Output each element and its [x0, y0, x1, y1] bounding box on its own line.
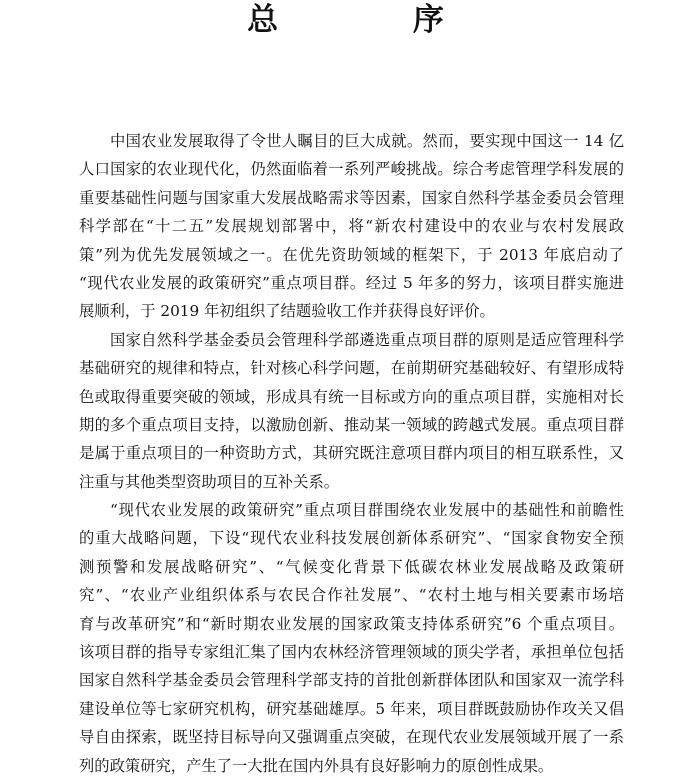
text-line: 中国农业发展取得了令世人瞩目的巨大成就。然而，要实现中国这一 14 亿: [110, 132, 624, 150]
text-line: 国家自然科学基金委员会管理科学部遴选重点项目群的原则是适应管理科学: [110, 330, 624, 349]
page-title: 总 序: [247, 2, 506, 38]
text-line: 展顺利，于 2019 年初组织了结题验收工作并获得良好评价。: [79, 302, 495, 321]
text-line: 国家自然科学基金委员会管理科学部支持的首批创新群体团队和国家双一流学科: [79, 671, 624, 690]
text-line: 期的多个重点项目支持，以激励创新、推动某一领域的跨越式发展。重点项目群: [79, 415, 624, 434]
text-line: 基础研究的规律和特点，针对核心科学问题，在前期研究基础较好、有望形成特: [79, 359, 624, 378]
text-line: 测预警和发展战略研究”、“气候变化背景下低碳农林业发展战略及政策研: [79, 557, 624, 576]
text-line: 是属于重点项目的一种资助方式，其研究既注意项目群内项目的相互联系性，又: [79, 444, 624, 463]
text-line: 导自由探索，既坚持目标导向又强调重点突破，在现代农业发展领域开展了一系: [79, 728, 624, 747]
text-line: 究”、“农业产业组织体系与农民合作社发展”、“农村土地与相关要素市场培: [79, 586, 624, 605]
text-line: 色或取得重要突破的领域，形成具有统一目标或方向的重点项目群，实施相对长: [79, 387, 624, 406]
text-line: 注重与其他类型资助项目的互补关系。: [79, 472, 340, 491]
text-line: “现代农业发展的政策研究”重点项目群。经过 5 年多的努力，该项目群实施进: [79, 273, 624, 292]
text-line: 该项目群的指导专家组汇集了国内农林经济管理领域的顶尖学者，承担单位包括: [79, 643, 624, 662]
text-line: 列的政策研究，产生了一大批在国内外具有良好影响力的原创性成果。: [79, 756, 554, 775]
text-line: “现代农业发展的政策研究”重点项目群围绕农业发展中的基础性和前瞻性: [110, 501, 624, 520]
text-line: 重要基础性问题与国家重大发展战略需求等因素，国家自然科学基金委员会管理: [79, 188, 624, 207]
text-line: 的重大战略问题，下设“现代农业科技发展创新体系研究”、“国家食物安全预: [79, 529, 624, 548]
text-line: 科学部在“十二五”发展规划部署中，将“新农村建设中的农业与农村发展政: [79, 217, 624, 236]
text-line: 人口国家的农业现代化，仍然面临着一系列严峻挑战。综合考虑管理学科发展的: [79, 160, 624, 179]
text-line: 策”列为优先发展领域之一。在优先资助领域的框架下，于 2013 年底启动了: [79, 245, 624, 264]
body-text: [79, 127, 624, 780]
text-line: 建设单位等七家研究机构，研究基础雄厚。5 年来，项目群既鼓励协作攻关又倡: [79, 699, 624, 718]
text-line: 育与改革研究”和“新时期农业发展的国家政策支持体系研究”6 个重点项目。: [79, 614, 624, 633]
